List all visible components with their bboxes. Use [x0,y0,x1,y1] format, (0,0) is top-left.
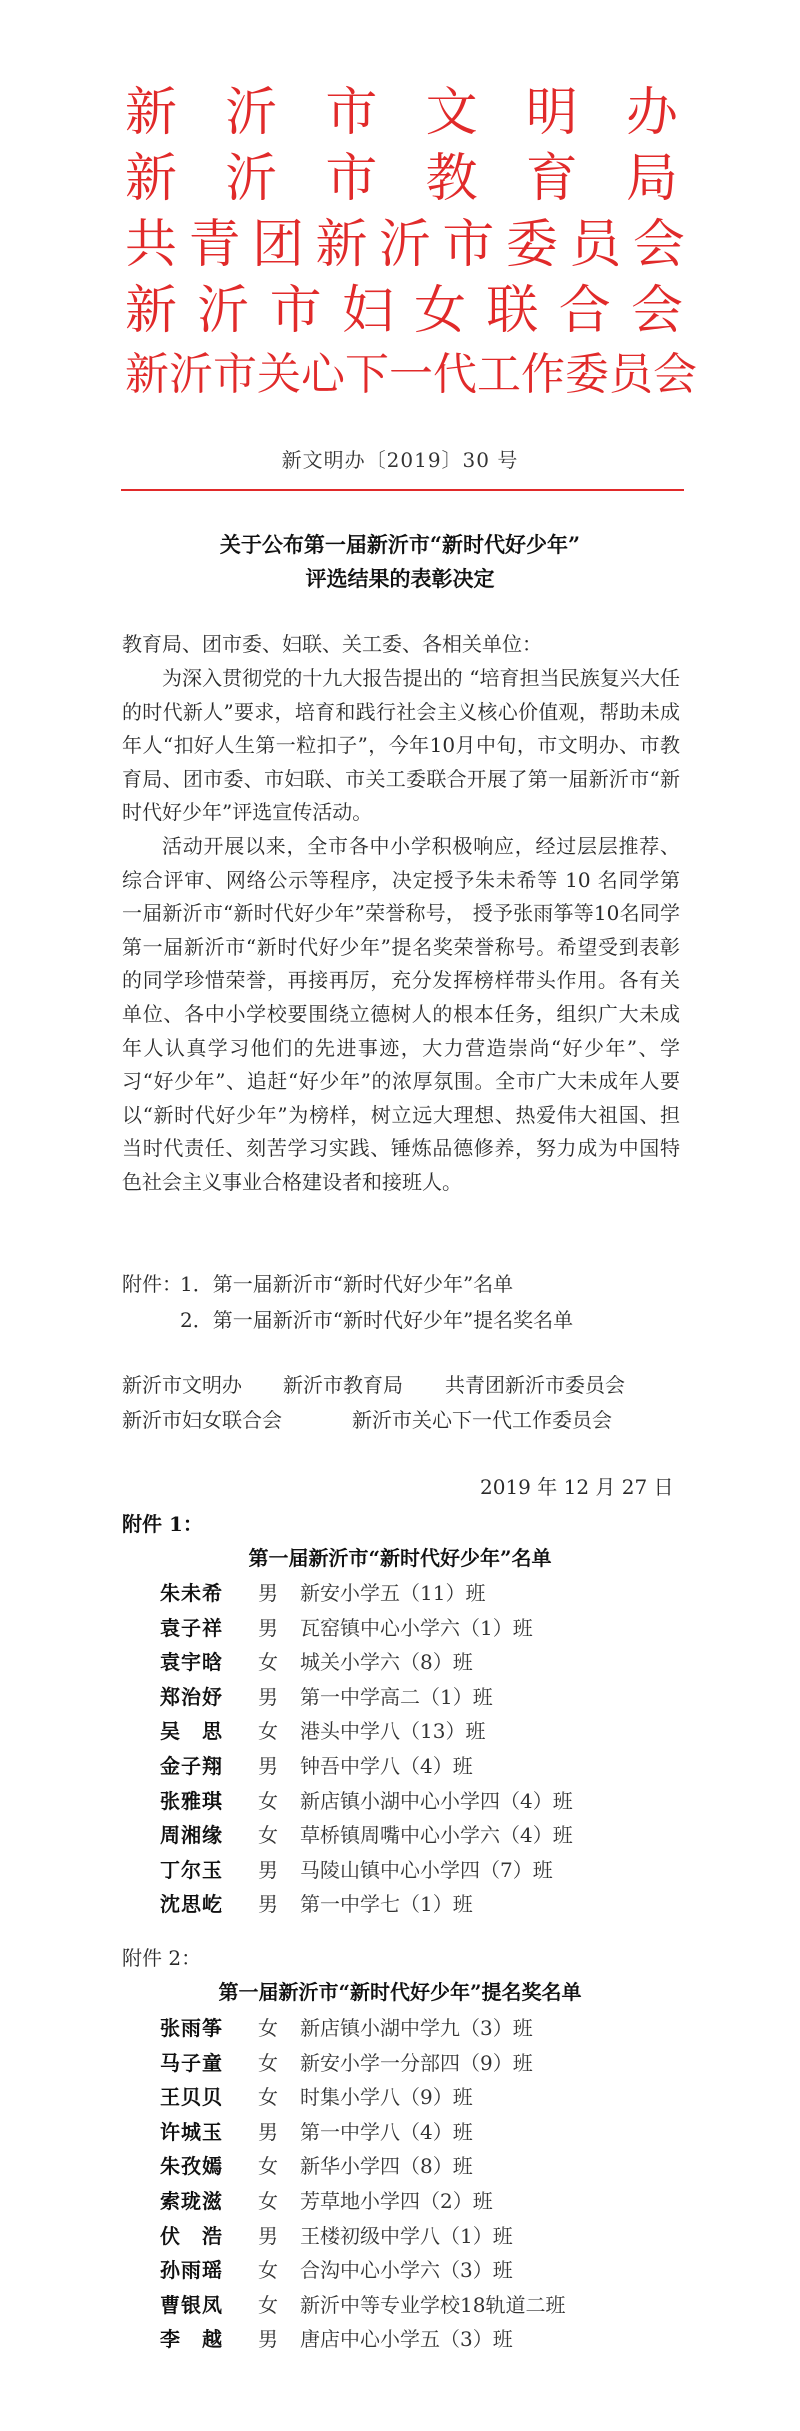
student-school: 第一中学高二（1）班 [300,1684,493,1709]
student-gender: 男 [258,1581,278,1605]
student-gender: 男 [258,1615,278,1640]
student-name: 吴 思 [160,1719,223,1744]
student-gender: 女 [258,1823,278,1848]
list-item [160,1714,485,1748]
student-gender: 男 [258,1857,278,1882]
body-paragraph-2: 活动开展以来，全市各中小学积极响应，经过层层推荐、综合评审、网络公示等程序，决定授予朱未希等 10 名同学第一届新沂市“新时代好少年”荣誉称号， 授予张雨筝等10名同学第一届新沂市“新时代好少年”提名奖荣誉称号。希望受到表彰的同学珍惜荣誉，再接再厉，充分发挥榜样带头作用。各有关单位、各中小学校要围绕立德树人的根本任务，组织广大未成年人认真学习他们的先进事迹，大力营造崇尚“好少年”、学习“好少年”、追赶“好少年”的浓厚氛围。全市广大未成年人要以“新时代好少年”为榜样，树立远大理想、热爱伟大祖国、担当时代责任、刻苦学习实践、锤炼品德修养，努力成为中国特色社会主义事业合格建设者和接班人。 [122,834,680,1194]
student-school: 新沂中等专业学校18轨道二班 [300,2292,566,2317]
student-name: 李 越 [160,2327,223,2352]
student-gender: 男 [258,2223,278,2248]
student-gender: 男 [258,1754,278,1778]
issuer-2: 新 沂 市 教 育 局 [125,149,678,209]
student-gender: 女 [258,1650,278,1675]
list-item [160,1680,493,1714]
student-name: 张雨筝 [160,2016,223,2040]
student-school: 瓦窑镇中心小学六（1）班 [300,1615,533,1640]
student-school: 第一中学八（4）班 [300,2119,473,2144]
signature-5: 新沂市关心下一代工作委员会 [352,1408,612,1432]
student-school: 唐店中心小学五（3）班 [300,2327,513,2352]
student-name: 许城玉 [160,2119,223,2144]
student-name: 朱未希 [160,1581,223,1605]
list-item [160,1784,573,1818]
student-name: 丁尔玉 [160,1857,223,1882]
attachments-label: 附件： [122,1272,182,1296]
student-school: 马陵山镇中心小学四（7）班 [300,1857,553,1882]
student-gender: 女 [258,1719,278,1744]
annex-1-title: 第一届新沂市“新时代好少年”名单 [248,1546,552,1570]
student-name: 孙雨瑶 [160,2258,223,2283]
student-school: 新店镇小湖中心小学四（4）班 [300,1788,573,1813]
student-gender: 女 [258,2154,278,2179]
red-divider [121,489,684,491]
list-item [160,1645,473,1679]
student-name: 曹银凤 [160,2292,223,2317]
student-gender: 女 [258,2258,278,2283]
student-school: 新店镇小湖中学九（3）班 [300,2016,533,2040]
signature-1: 新沂市文明办 [122,1373,242,1397]
issuer-1: 新 沂 市 文 明 办 [125,83,678,143]
student-school: 港头中学八（13）班 [300,1719,486,1744]
student-gender: 女 [258,2085,278,2110]
list-item [160,2184,493,2218]
student-gender: 女 [258,2292,278,2317]
list-item [160,2288,565,2322]
issuer-3: 共 青 团 新 沂 市 委 员 会 [125,215,685,275]
student-school: 城关小学六（8）班 [300,1650,473,1675]
list-item [160,1611,533,1645]
student-gender: 女 [258,2050,278,2075]
student-gender: 女 [258,1788,278,1813]
salutation: 教育局、团市委、妇联、关工委、各相关单位： [122,632,542,656]
signature-3: 共青团新沂市委员会 [445,1373,625,1397]
list-item [160,1887,473,1921]
student-school: 新安小学一分部四（9）班 [300,2050,533,2075]
student-name: 袁子祥 [160,1615,223,1640]
student-school: 时集小学八（9）班 [300,2085,473,2110]
issue-date: 2019 年 12 月 27 日 [480,1475,674,1499]
letterhead [125,80,697,410]
student-school: 芳草地小学四（2）班 [300,2189,493,2213]
student-name: 朱孜嫣 [160,2154,223,2179]
student-gender: 女 [258,2016,278,2040]
student-school: 合沟中心小学六（3）班 [300,2258,513,2283]
student-name: 金子翔 [160,1754,223,1778]
student-name: 袁宇晗 [160,1650,223,1675]
signature-4: 新沂市妇女联合会 [122,1408,282,1432]
list-item [160,2253,513,2287]
student-name: 张雅琪 [160,1788,223,1813]
student-gender: 男 [258,1892,278,1917]
list-item [160,2149,473,2183]
issuer-4: 新 沂 市 妇 女 联 合 会 [125,281,683,341]
student-name: 马子童 [160,2050,223,2075]
student-name: 伏 浩 [160,2223,223,2248]
list-item [160,1576,485,1610]
list-item [160,2322,513,2356]
student-gender: 男 [258,1684,278,1709]
document-title-line-1: 关于公布第一届新沂市“新时代好少年” [219,532,581,557]
student-name: 郑治妤 [160,1684,223,1709]
student-name: 索珑滋 [160,2189,223,2213]
student-gender: 男 [258,2327,278,2352]
list-item [160,2115,473,2149]
annex-2-label: 附件 2： [122,1946,202,1970]
list-item [160,2046,533,2080]
list-item [160,1749,473,1783]
student-school: 第一中学七（1）班 [300,1892,473,1917]
annex-2-title: 第一届新沂市“新时代好少年”提名奖名单 [218,1980,582,2004]
attachment-item-2: 2．第一届新沂市“新时代好少年”提名奖名单 [180,1308,574,1332]
document-number: 新文明办〔2019〕30 号 [281,448,519,472]
student-gender: 女 [258,2189,278,2213]
list-item [160,2080,473,2114]
student-gender: 男 [258,2119,278,2144]
list-item [160,2011,533,2045]
student-school: 草桥镇周嘴中心小学六（4）班 [300,1823,573,1848]
student-school: 新华小学四（8）班 [300,2154,473,2179]
list-item [160,1853,553,1887]
body-paragraph-1: 为深入贯彻党的十九大报告提出的 “培育担当民族复兴大任的时代新人”要求，培育和践行社会主义核心价值观，帮助未成年人“扣好人生第一粒扣子”，今年10月中旬，市文明办、市教育局、团市委、市妇联、市关工委联合开展了第一届新沂市“新时代好少年”评选宣传活动。 [122,666,680,825]
student-name: 周湘缘 [160,1823,223,1848]
student-school: 王楼初级中学八（1）班 [300,2223,513,2248]
document-title-line-2: 评选结果的表彰决定 [305,566,495,591]
attachment-item-1: 1．第一届新沂市“新时代好少年”名单 [180,1272,514,1296]
student-name: 王贝贝 [160,2085,223,2110]
list-item [160,1818,573,1852]
list-item [160,2219,513,2253]
student-name: 沈思屹 [160,1892,223,1917]
student-school: 钟吾中学八（4）班 [300,1754,473,1778]
issuer-5: 新沂市关心下一代工作委员会 [125,349,697,400]
signature-2: 新沂市教育局 [283,1373,403,1397]
annex-1-label: 附件 1： [122,1512,203,1536]
student-school: 新安小学五（11）班 [300,1581,486,1605]
